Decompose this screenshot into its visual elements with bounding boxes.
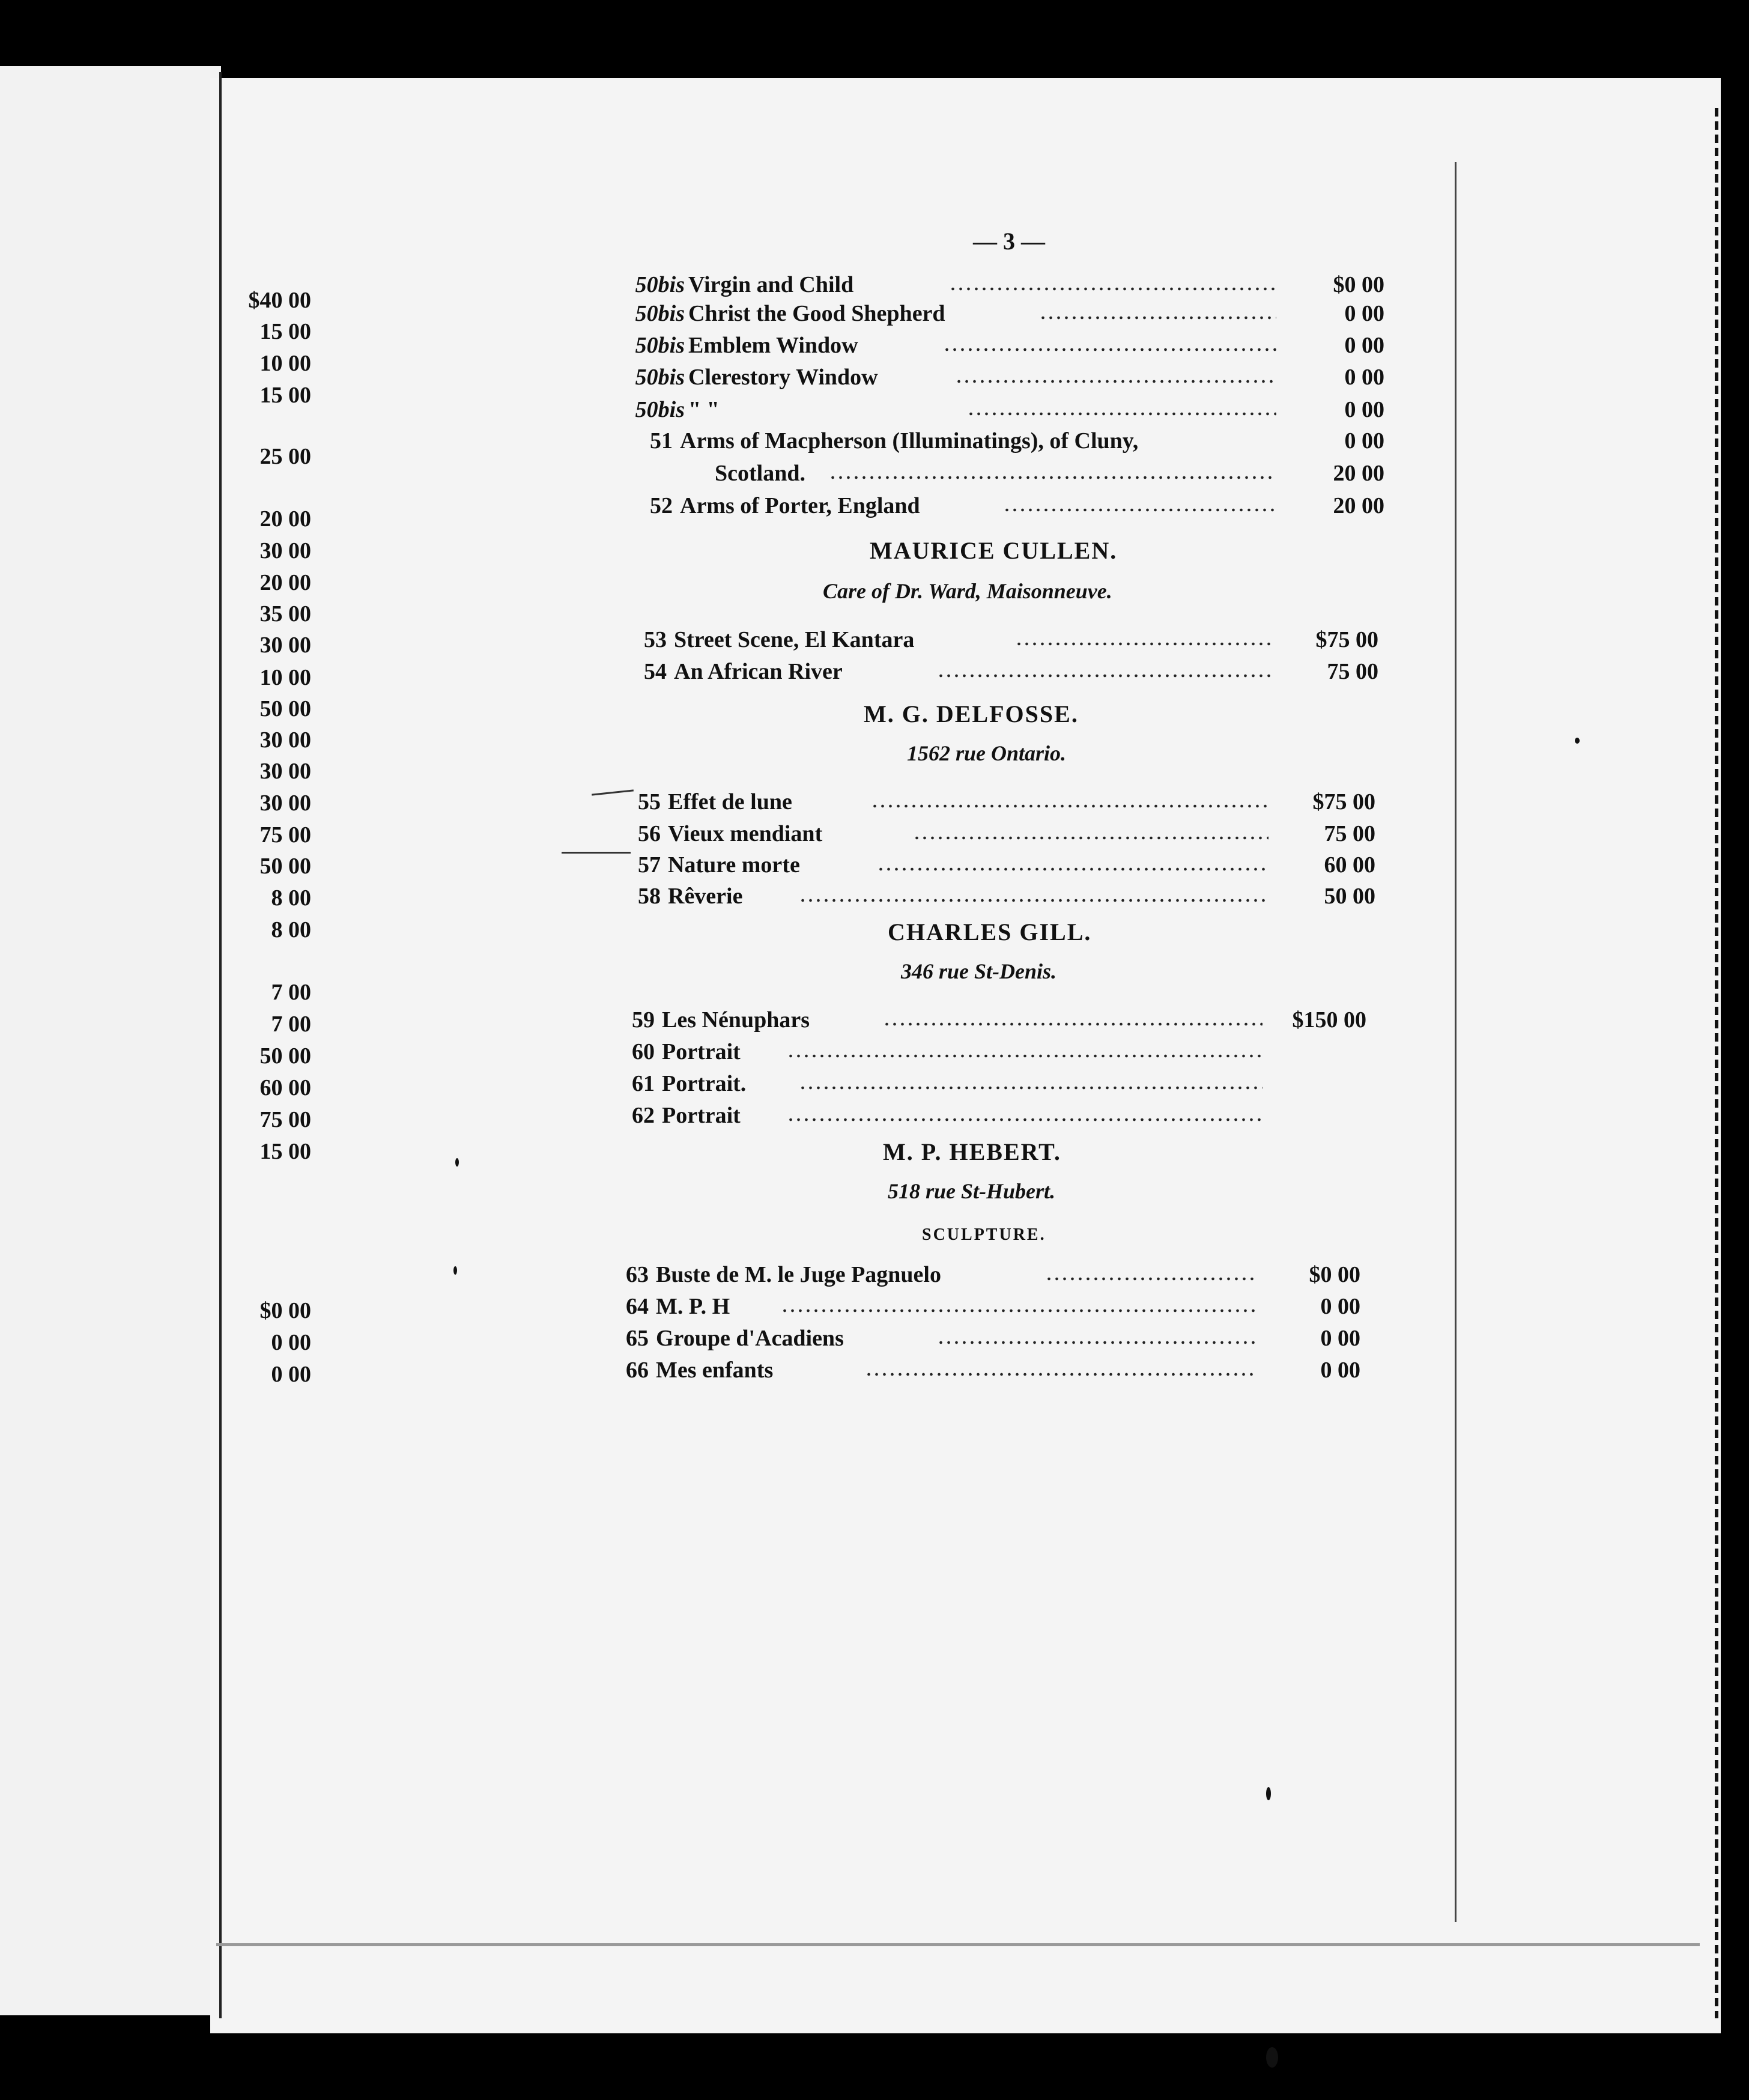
- dot-leader: [967, 412, 1276, 416]
- entry-number: 59: [632, 1007, 655, 1033]
- entry-title: M. P. H: [656, 1294, 730, 1319]
- page-edge-line: [1715, 108, 1718, 2018]
- entry-title: Vieux mendiant: [668, 821, 823, 846]
- left-page-price: 10 00: [259, 351, 311, 376]
- catalogue-entry: [625, 493, 1390, 525]
- entry-number: 64: [626, 1294, 649, 1319]
- catalogue-entry: [607, 1070, 1372, 1103]
- entry-title: Scotland.: [715, 461, 805, 486]
- entry-number: 65: [626, 1326, 649, 1351]
- left-page-price: 10 00: [259, 665, 311, 690]
- entry-price: 0 00: [1344, 301, 1384, 326]
- entry-number: 53: [644, 627, 667, 652]
- left-page-price: $0 00: [259, 1298, 311, 1323]
- entry-title: Nature morte: [668, 852, 800, 878]
- left-page-price: 15 00: [259, 1139, 311, 1164]
- entry-price: 75 00: [1324, 821, 1375, 846]
- page-number: — 3 —: [973, 228, 1045, 255]
- entry-price: 50 00: [1324, 884, 1375, 909]
- entry-price: 60 00: [1324, 852, 1375, 878]
- entry-number: 60: [632, 1039, 655, 1064]
- dot-leader: [877, 867, 1269, 871]
- left-page-price: 7 00: [271, 1012, 311, 1037]
- catalogue-entry: [625, 300, 1390, 333]
- entry-number: 50bis: [635, 272, 685, 297]
- entry-price: $150 00: [1292, 1007, 1366, 1033]
- entry-number: 51: [650, 428, 673, 454]
- entry-number: 57: [638, 852, 661, 878]
- left-page-price: 15 00: [259, 383, 311, 408]
- entry-number: 62: [632, 1103, 655, 1128]
- entry-title: Arms of Porter, England: [680, 493, 920, 518]
- dot-leader: [829, 476, 1276, 479]
- entry-number: 54: [644, 659, 667, 684]
- dot-leader: [871, 804, 1269, 808]
- left-page-price: 0 00: [271, 1330, 311, 1355]
- left-page-price: 50 00: [259, 1043, 311, 1069]
- left-page-price: 30 00: [259, 759, 311, 784]
- catalogue-entry: [619, 658, 1384, 691]
- left-page-price: 25 00: [259, 444, 311, 469]
- entry-number: 56: [638, 821, 661, 846]
- catalogue-entry: [625, 460, 1390, 493]
- entry-number: 50bis: [635, 397, 685, 422]
- artist-name: MAURICE CULLEN.: [870, 537, 1118, 564]
- left-page-price: 0 00: [271, 1362, 311, 1387]
- entry-number: 58: [638, 884, 661, 909]
- entry-title: Buste de M. le Juge Pagnuelo: [656, 1262, 941, 1287]
- entry-price: 0 00: [1344, 333, 1384, 358]
- entry-price: $0 00: [1309, 1262, 1360, 1287]
- entry-price: 0 00: [1320, 1294, 1360, 1319]
- scan-speck: [453, 1266, 457, 1275]
- left-page-price: 35 00: [259, 601, 311, 627]
- catalogue-entry: [601, 1261, 1366, 1294]
- left-page-price: 20 00: [259, 570, 311, 595]
- left-page-price: 30 00: [259, 727, 311, 753]
- left-page-price: 75 00: [259, 1107, 311, 1132]
- entry-title: Virgin and Child: [688, 272, 854, 297]
- scan-speck: [1575, 738, 1580, 744]
- catalogue-entry: [601, 1325, 1366, 1358]
- dot-leader: [1045, 1277, 1255, 1281]
- entry-price: 75 00: [1327, 659, 1378, 684]
- left-page-price: 60 00: [259, 1075, 311, 1100]
- dot-leader: [1003, 508, 1276, 512]
- catalogue-entry: [625, 396, 1390, 429]
- dot-leader: [787, 1118, 1262, 1121]
- entry-title: Rêverie: [668, 884, 743, 909]
- left-page-price: 8 00: [271, 917, 311, 942]
- entry-price: $0 00: [1333, 272, 1384, 297]
- dot-leader: [937, 1341, 1255, 1344]
- entry-number: 61: [632, 1071, 655, 1096]
- catalogue-entry: [613, 852, 1381, 884]
- entry-number: 55: [638, 789, 661, 815]
- dot-leader: [865, 1373, 1255, 1376]
- entry-price: 0 00: [1344, 397, 1384, 422]
- left-page-price: 75 00: [259, 822, 311, 848]
- entry-title: " ": [688, 397, 720, 422]
- dot-leader: [1015, 642, 1272, 646]
- margin-rule: [1455, 162, 1456, 1922]
- artist-name: CHARLES GILL.: [888, 918, 1092, 945]
- entry-number: 50bis: [635, 333, 685, 358]
- left-page-price: 7 00: [271, 980, 311, 1005]
- scan-speck: [1266, 1787, 1271, 1800]
- dot-leader: [781, 1309, 1255, 1312]
- catalogue-entry: [601, 1293, 1366, 1326]
- dot-leader: [943, 348, 1276, 351]
- dot-leader: [1039, 316, 1276, 320]
- left-page-price: 15 00: [259, 319, 311, 344]
- left-page-price: 8 00: [271, 885, 311, 911]
- artist-address: 1562 rue Ontario.: [907, 741, 1067, 765]
- catalogue-entry: [613, 883, 1381, 915]
- scan-speck: [1266, 2047, 1278, 2068]
- entry-title: Arms of Macpherson (Illuminatings), of Cluny,: [680, 428, 1139, 454]
- entry-price: $75 00: [1312, 789, 1375, 815]
- entry-title: Mes enfants: [656, 1358, 774, 1383]
- entry-price: 20 00: [1333, 493, 1384, 518]
- entry-price: $75 00: [1315, 627, 1378, 652]
- entry-title: Clerestory Window: [688, 365, 878, 390]
- entry-title: Portrait.: [662, 1071, 747, 1096]
- entry-title: Portrait: [662, 1039, 741, 1064]
- entry-number: 66: [626, 1358, 649, 1383]
- entry-price: 0 00: [1344, 365, 1384, 390]
- bottom-rule: [216, 1943, 1700, 1946]
- dot-leader: [799, 899, 1269, 902]
- entry-price: 0 00: [1320, 1326, 1360, 1351]
- artist-address: 518 rue St-Hubert.: [888, 1179, 1056, 1203]
- scan-speck: [455, 1158, 459, 1167]
- artist-name: M. P. HEBERT.: [883, 1138, 1061, 1165]
- catalogue-entry: [613, 821, 1381, 853]
- dot-leader: [955, 380, 1276, 383]
- artist-address: Care of Dr. Ward, Maisonneuve.: [823, 579, 1112, 603]
- left-page-price: 30 00: [259, 791, 311, 816]
- catalogue-entry: [613, 789, 1381, 821]
- catalogue-entry: [625, 428, 1390, 460]
- catalogue-entry: [601, 1357, 1366, 1389]
- catalogue-entry: [607, 1039, 1372, 1071]
- catalogue-entry: [625, 364, 1390, 396]
- entry-title: An African River: [674, 659, 843, 684]
- dot-leader: [913, 836, 1269, 840]
- entry-price: 0 00: [1344, 428, 1384, 454]
- left-page-price: $40 00: [248, 288, 311, 313]
- catalogue-entry: [625, 332, 1390, 365]
- artist-address: 346 rue St-Denis.: [901, 959, 1057, 983]
- left-page-fragment: [0, 66, 221, 2015]
- entry-title: Groupe d'Acadiens: [656, 1326, 844, 1351]
- dot-leader: [883, 1022, 1262, 1026]
- dot-leader: [949, 287, 1276, 291]
- dot-leader: [787, 1054, 1262, 1058]
- catalogue-entry: [607, 1007, 1372, 1039]
- entry-number: 50bis: [635, 365, 685, 390]
- entry-number: 63: [626, 1262, 649, 1287]
- left-page-price: 50 00: [259, 854, 311, 879]
- entry-number: 50bis: [635, 301, 685, 326]
- left-page-price: 30 00: [259, 538, 311, 563]
- entry-title: Les Nénuphars: [662, 1007, 810, 1033]
- entry-number: 52: [650, 493, 673, 518]
- entry-title: Portrait: [662, 1103, 741, 1128]
- entry-price: 20 00: [1333, 461, 1384, 486]
- left-page-price: 30 00: [259, 633, 311, 658]
- catalogue-entry: [619, 627, 1384, 659]
- catalogue-entry: [625, 272, 1390, 304]
- dot-leader: [937, 674, 1272, 678]
- entry-title: Emblem Window: [688, 333, 858, 358]
- entry-title: Christ the Good Shepherd: [688, 301, 945, 326]
- left-page-price: 20 00: [259, 506, 311, 532]
- entry-title: Effet de lune: [668, 789, 792, 815]
- catalogue-entry: [607, 1102, 1372, 1135]
- section-subheading: SCULPTURE.: [922, 1225, 1046, 1244]
- entry-price: 0 00: [1320, 1358, 1360, 1383]
- dot-leader: [799, 1086, 1262, 1090]
- entry-title: Street Scene, El Kantara: [674, 627, 915, 652]
- left-page-price: 50 00: [259, 696, 311, 721]
- artist-name: M. G. DELFOSSE.: [864, 700, 1079, 727]
